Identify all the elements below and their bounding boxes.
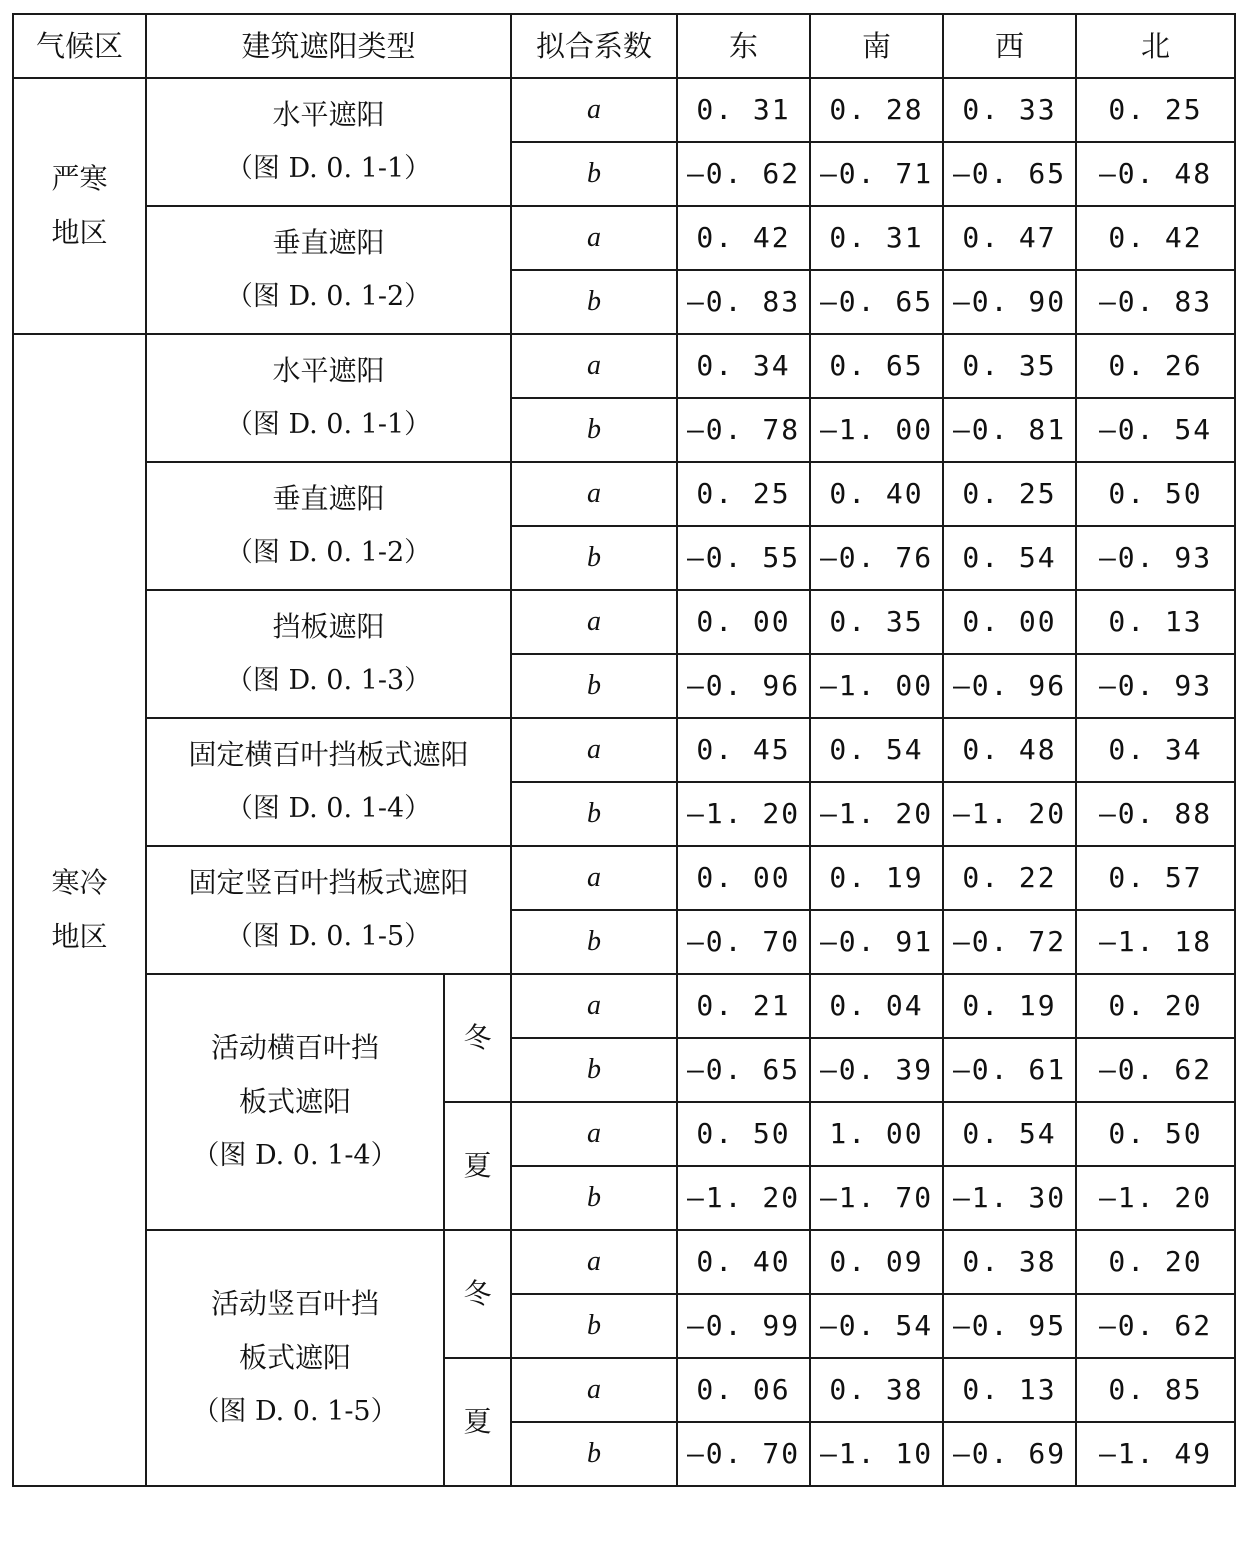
value-cell: —1. 30 [943, 1166, 1076, 1230]
value-cell: 0. 50 [1076, 1102, 1235, 1166]
value-cell: —0. 62 [677, 142, 810, 206]
shading-type-cell: 活动竖百叶挡 板式遮阳 （图 D. 0. 1-5） [146, 1230, 444, 1486]
value-cell: 1. 00 [810, 1102, 943, 1166]
table-row [13, 206, 1235, 270]
value-cell: 0. 45 [677, 718, 810, 782]
value-cell: —0. 91 [810, 910, 943, 974]
value-cell: 0. 38 [810, 1358, 943, 1422]
coef-label-a: a [511, 590, 677, 654]
value-cell: —0. 71 [810, 142, 943, 206]
coef-label-b: b [511, 1038, 677, 1102]
value-cell: —0. 93 [1076, 654, 1235, 718]
shading-type-cell: 水平遮阳 （图 D. 0. 1-1） [146, 78, 511, 206]
coef-label-a: a [511, 1230, 677, 1294]
header-west: 西 [943, 14, 1076, 78]
table-row [13, 462, 1235, 526]
value-cell: —1. 70 [810, 1166, 943, 1230]
value-cell: —0. 72 [943, 910, 1076, 974]
value-cell: —0. 62 [1076, 1294, 1235, 1358]
value-cell: —1. 20 [810, 782, 943, 846]
shading-type-cell: 水平遮阳 （图 D. 0. 1-1） [146, 334, 511, 462]
value-cell: —0. 96 [943, 654, 1076, 718]
value-cell: 0. 54 [943, 526, 1076, 590]
value-cell: —0. 96 [677, 654, 810, 718]
value-cell: 0. 50 [1076, 462, 1235, 526]
value-cell: 0. 40 [677, 1230, 810, 1294]
table-row [13, 334, 1235, 398]
coef-label-a: a [511, 718, 677, 782]
coef-label-a: a [511, 206, 677, 270]
value-cell: 0. 34 [1076, 718, 1235, 782]
coef-label-a: a [511, 974, 677, 1038]
shading-type-cell: 挡板遮阳 （图 D. 0. 1-3） [146, 590, 511, 718]
value-cell: 0. 33 [943, 78, 1076, 142]
header-climate-zone: 气候区 [13, 14, 146, 78]
header-east: 东 [677, 14, 810, 78]
value-cell: 0. 26 [1076, 334, 1235, 398]
header-shading-type: 建筑遮阳类型 [146, 14, 511, 78]
coef-label-b: b [511, 398, 677, 462]
region-severe-cold: 严寒 地区 [13, 78, 146, 334]
table-row [13, 78, 1235, 142]
value-cell: —0. 78 [677, 398, 810, 462]
value-cell: 0. 42 [1076, 206, 1235, 270]
coef-label-b: b [511, 1166, 677, 1230]
shading-coefficient-table [12, 13, 1236, 1487]
value-cell: —0. 54 [1076, 398, 1235, 462]
table-row [13, 590, 1235, 654]
value-cell: —0. 76 [810, 526, 943, 590]
header-fit-coefficient: 拟合系数 [511, 14, 677, 78]
value-cell: —0. 65 [810, 270, 943, 334]
value-cell: 0. 35 [810, 590, 943, 654]
coef-label-a: a [511, 1102, 677, 1166]
shading-type-cell: 活动横百叶挡 板式遮阳 （图 D. 0. 1-4） [146, 974, 444, 1230]
value-cell: —0. 83 [677, 270, 810, 334]
coef-label-a: a [511, 78, 677, 142]
value-cell: 0. 20 [1076, 1230, 1235, 1294]
coef-label-a: a [511, 462, 677, 526]
value-cell: —1. 20 [677, 782, 810, 846]
shading-type-cell: 固定横百叶挡板式遮阳 （图 D. 0. 1-4） [146, 718, 511, 846]
value-cell: 0. 25 [1076, 78, 1235, 142]
season-summer: 夏 [444, 1358, 511, 1486]
season-winter: 冬 [444, 974, 511, 1102]
value-cell: 0. 28 [810, 78, 943, 142]
table-row [13, 718, 1235, 782]
coef-label-b: b [511, 910, 677, 974]
coef-label-b: b [511, 142, 677, 206]
coef-label-a: a [511, 334, 677, 398]
value-cell: 0. 54 [810, 718, 943, 782]
value-cell: 0. 25 [943, 462, 1076, 526]
value-cell: 0. 06 [677, 1358, 810, 1422]
value-cell: 0. 13 [943, 1358, 1076, 1422]
value-cell: 0. 34 [677, 334, 810, 398]
value-cell: 0. 22 [943, 846, 1076, 910]
coef-label-b: b [511, 1294, 677, 1358]
value-cell: 0. 47 [943, 206, 1076, 270]
value-cell: —0. 88 [1076, 782, 1235, 846]
table-row [13, 1230, 1235, 1294]
coef-label-b: b [511, 654, 677, 718]
table-row [13, 846, 1235, 910]
value-cell: 0. 13 [1076, 590, 1235, 654]
coef-label-a: a [511, 846, 677, 910]
coef-label-b: b [511, 526, 677, 590]
value-cell: 0. 57 [1076, 846, 1235, 910]
value-cell: 0. 65 [810, 334, 943, 398]
value-cell: 0. 19 [810, 846, 943, 910]
value-cell: —0. 54 [810, 1294, 943, 1358]
value-cell: 0. 00 [677, 846, 810, 910]
value-cell: —1. 20 [943, 782, 1076, 846]
coef-label-b: b [511, 270, 677, 334]
season-winter: 冬 [444, 1230, 511, 1358]
value-cell: 0. 04 [810, 974, 943, 1038]
value-cell: —1. 00 [810, 398, 943, 462]
value-cell: —0. 48 [1076, 142, 1235, 206]
header-south: 南 [810, 14, 943, 78]
value-cell: —0. 61 [943, 1038, 1076, 1102]
coef-label-a: a [511, 1358, 677, 1422]
value-cell: 0. 31 [810, 206, 943, 270]
value-cell: —0. 99 [677, 1294, 810, 1358]
value-cell: —0. 83 [1076, 270, 1235, 334]
value-cell: —1. 18 [1076, 910, 1235, 974]
value-cell: 0. 25 [677, 462, 810, 526]
value-cell: 0. 42 [677, 206, 810, 270]
value-cell: 0. 21 [677, 974, 810, 1038]
shading-type-cell: 垂直遮阳 （图 D. 0. 1-2） [146, 462, 511, 590]
value-cell: 0. 09 [810, 1230, 943, 1294]
value-cell: —1. 20 [1076, 1166, 1235, 1230]
value-cell: 0. 50 [677, 1102, 810, 1166]
value-cell: —0. 70 [677, 910, 810, 974]
shading-type-cell: 垂直遮阳 （图 D. 0. 1-2） [146, 206, 511, 334]
value-cell: 0. 48 [943, 718, 1076, 782]
value-cell: 0. 38 [943, 1230, 1076, 1294]
value-cell: —0. 93 [1076, 526, 1235, 590]
value-cell: 0. 40 [810, 462, 943, 526]
value-cell: —0. 65 [677, 1038, 810, 1102]
value-cell: 0. 54 [943, 1102, 1076, 1166]
value-cell: —0. 90 [943, 270, 1076, 334]
shading-type-cell: 固定竖百叶挡板式遮阳 （图 D. 0. 1-5） [146, 846, 511, 974]
value-cell: —0. 62 [1076, 1038, 1235, 1102]
value-cell: —0. 81 [943, 398, 1076, 462]
value-cell: 0. 31 [677, 78, 810, 142]
value-cell: 0. 35 [943, 334, 1076, 398]
value-cell: —1. 49 [1076, 1422, 1235, 1486]
value-cell: 0. 20 [1076, 974, 1235, 1038]
header-north: 北 [1076, 14, 1235, 78]
value-cell: 0. 00 [943, 590, 1076, 654]
coef-label-b: b [511, 782, 677, 846]
region-cold: 寒冷 地区 [13, 334, 146, 1486]
value-cell: 0. 00 [677, 590, 810, 654]
value-cell: —1. 00 [810, 654, 943, 718]
value-cell: 0. 85 [1076, 1358, 1235, 1422]
value-cell: —0. 39 [810, 1038, 943, 1102]
season-summer: 夏 [444, 1102, 511, 1230]
value-cell: —0. 69 [943, 1422, 1076, 1486]
value-cell: —1. 10 [810, 1422, 943, 1486]
value-cell: —0. 70 [677, 1422, 810, 1486]
value-cell: —0. 95 [943, 1294, 1076, 1358]
coef-label-b: b [511, 1422, 677, 1486]
value-cell: 0. 19 [943, 974, 1076, 1038]
value-cell: —0. 65 [943, 142, 1076, 206]
header-row [13, 14, 1235, 78]
value-cell: —0. 55 [677, 526, 810, 590]
table-row [13, 974, 1235, 1038]
value-cell: —1. 20 [677, 1166, 810, 1230]
